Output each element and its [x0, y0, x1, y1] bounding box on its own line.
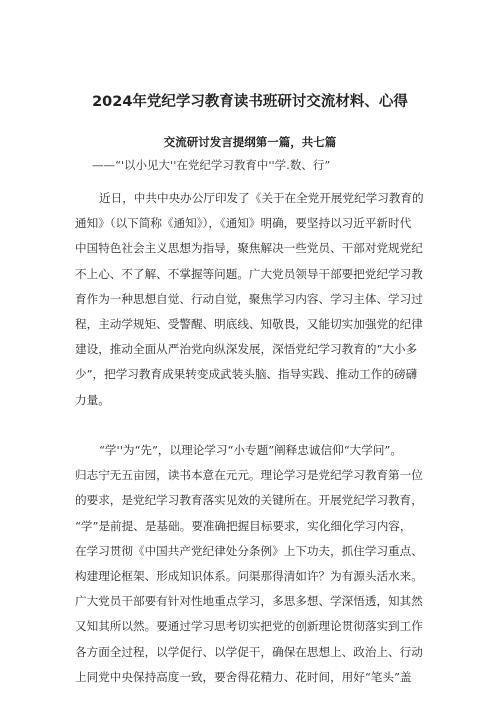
document-title: 2024年党纪学习教育读书班研讨交流材料、心得 [92, 94, 408, 110]
paragraph-line: 建设，推动全面从严治党向纵深发展，深悟党纪学习教育的“大小多 [75, 342, 418, 357]
section-heading: 交流研讨发言提纲第一篇，共七篇 [163, 135, 337, 149]
paragraph-line: 程，主动学规矩、受警醒、明底线、知敬畏，又能切实加强党的纪律 [75, 317, 423, 332]
paragraph-line: 近日，中共中央办公厅印发了《关于在全党开展党纪学习教育的 [99, 191, 424, 205]
paragraph-line: 上同党中央保持高度一致，要舍得花精力、花时间，用好“笔头”盖 [75, 669, 412, 684]
paragraph-line: 育作为一种思想自觉、行动自觉，聚焦学习内容、学习主体、学习过 [75, 291, 423, 306]
paragraph-1 [75, 186, 435, 413]
paragraph-line: 通知》（以下简称《通知》），《通知》明确，要坚持以习近平新时代 [75, 216, 412, 231]
paragraph-line: 的要求，是党纪学习教育落实见效的关键所在。开展党纪学习教育， [75, 493, 423, 508]
paragraph-line: 中国特色社会主义思想为指导，聚焦解决一些党员、干部对党规党纪 [75, 241, 423, 256]
paragraph-line: 广大党员干部要有针对性地重点学习，多思多想、学深悟透，知其然 [75, 594, 423, 609]
paragraph-line: “学”是前提、是基础。要准确把握目标要求，实化细化学习内容， [75, 518, 412, 533]
paragraph-2 [75, 438, 435, 690]
paragraph-line: 力量。 [75, 392, 110, 407]
paragraph-line: 各方面全过程，以学促行、以学促干，确保在思想上、政治上、行动 [75, 644, 423, 659]
paragraph-line: 不上心、不了解、不掌握等问题。广大党员领导干部要把党纪学习教 [75, 266, 423, 281]
paragraph-line: “学''为“先”，以理论学习“小专题”阐释忠诚信仰“大学问”。 [99, 443, 402, 457]
paragraph-line: 归志宁无五亩园，读书本意在元元。理论学习是党纪学习教育第一位 [75, 468, 423, 483]
paragraph-line: 又知其所以然。要通过学习思考切实把党的创新理论贯彻落实到工作 [75, 619, 423, 634]
document-subtitle: ——“'以小见大''在党纪学习教育中''学.数、行” [92, 158, 331, 172]
paragraph-line: 构建理论框架、形成知识体系。问渠那得清如许？为有源头活水来。 [75, 569, 423, 584]
paragraph-line: 在学习贯彻《中国共产党纪律处分条例》上下功夫，抓住学习重点、 [75, 543, 423, 558]
paragraph-line: 少”，把学习教育成果转变成武装头脑、指导实践、推动工作的磅礴 [75, 367, 418, 382]
